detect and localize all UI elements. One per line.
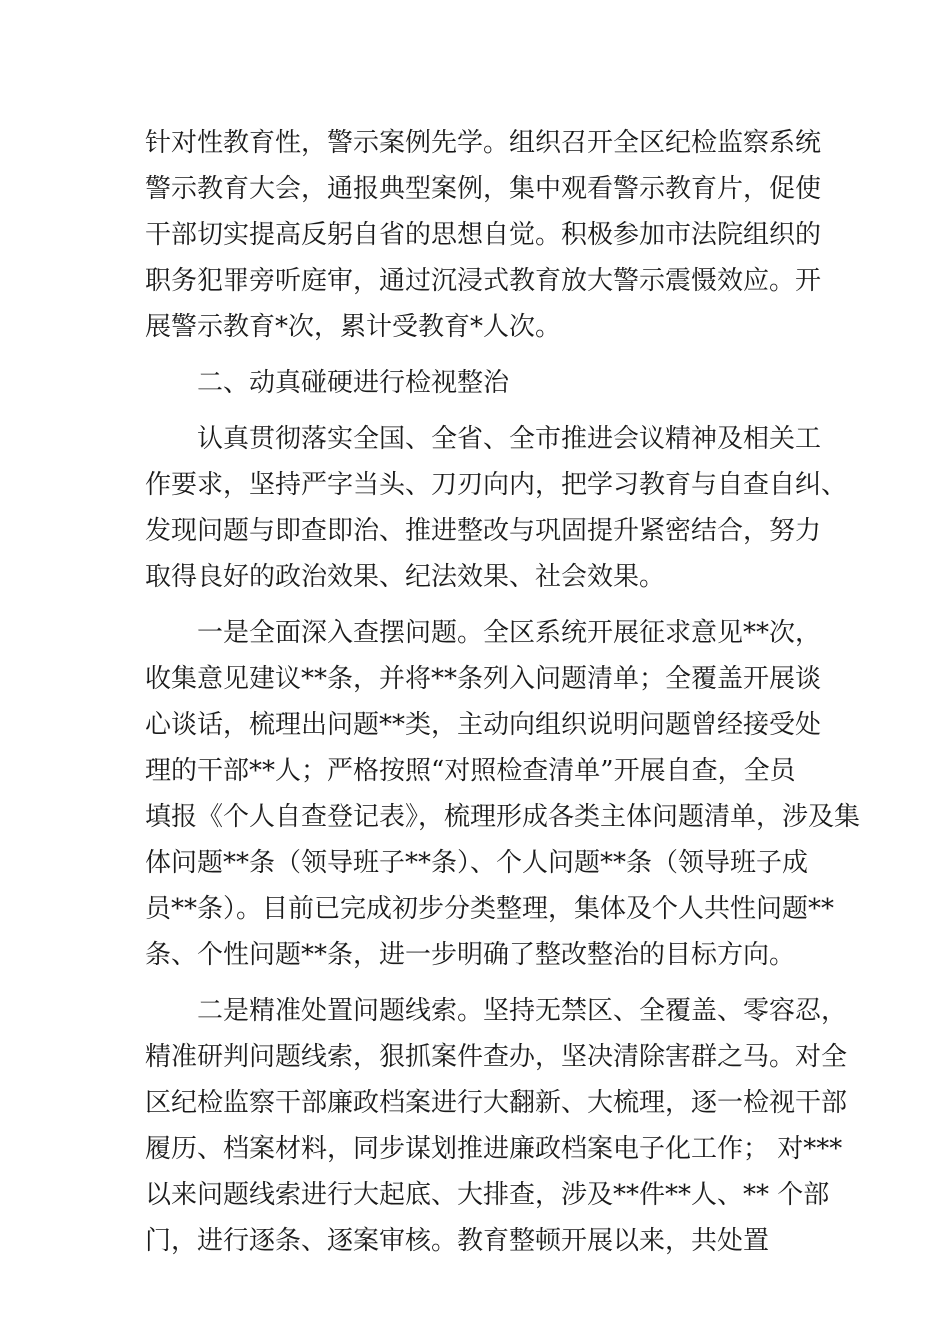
text-line: 理的干部**人；严格按照“对照检查清单”开展自查，全员 (145, 756, 796, 786)
document-body (145, 120, 861, 1264)
text-line: 体问题**条（领导班子**条）、个人问题**条（领导班子成 (145, 848, 809, 878)
text-line: 一是全面深入查摆问题。全区系统开展征求意见**次， (197, 618, 822, 648)
text-line: 发现问题与即查即治、推进整改与巩固提升紧密结合，努力 (145, 516, 822, 546)
text-line: 二是精准处置问题线索。坚持无禁区、全覆盖、零容忍， (197, 996, 848, 1026)
text-line: 展警示教育*次，累计受教育*人次。 (145, 312, 562, 342)
section-heading (145, 360, 825, 406)
text-line: 收集意见建议**条，并将**条列入问题清单；全覆盖开展谈 (145, 664, 822, 694)
text-line: 作要求，坚持严字当头、刀刃向内，把学习教育与自查自纠、 (145, 470, 848, 500)
paragraph-overview (145, 416, 848, 600)
text-line: 认真贯彻落实全国、全省、全市推进会议精神及相关工 (197, 424, 822, 454)
heading-text: 二、动真碰硬进行检视整治 (197, 368, 510, 398)
text-line: 干部切实提高反躬自省的思想自觉。积极参加市法院组织的 (145, 220, 822, 250)
text-line: 员**条）。目前已完成初步分类整理，集体及个人共性问题** (145, 894, 835, 924)
text-line: 履历、档案材料，同步谋划推进廉政档案电子化工作； 对*** (145, 1134, 843, 1164)
text-line: 门，进行逐条、逐案审核。教育整顿开展以来，共处置 (145, 1226, 770, 1256)
text-line: 填报《个人自查登记表》，梳理形成各类主体问题清单，涉及集 (145, 802, 861, 832)
text-line: 区纪检监察干部廉政档案进行大翻新、大梳理，逐一检视干部 (145, 1088, 848, 1118)
text-line: 警示教育大会，通报典型案例，集中观看警示教育片，促使 (145, 174, 822, 204)
text-line: 职务犯罪旁听庭审，通过沉浸式教育放大警示震慑效应。开 (145, 266, 822, 296)
text-line: 精准研判问题线索，狠抓案件查办，坚决清除害群之马。对全 (145, 1042, 848, 1072)
text-line: 条、个性问题**条，进一步明确了整改整治的目标方向。 (145, 940, 796, 970)
paragraph-handle-clues (145, 988, 848, 1264)
text-line: 取得良好的政治效果、纪法效果、社会效果。 (145, 562, 666, 592)
paragraph-warning-education (145, 120, 825, 350)
paragraph-find-problems (145, 610, 861, 978)
text-line: 以来问题线索进行大起底、大排查，涉及**件**人、** 个部 (145, 1180, 830, 1210)
text-line: 针对性教育性，警示案例先学。组织召开全区纪检监察系统 (145, 128, 822, 158)
text-line: 心谈话，梳理出问题**类，主动向组织说明问题曾经接受处 (145, 710, 822, 740)
